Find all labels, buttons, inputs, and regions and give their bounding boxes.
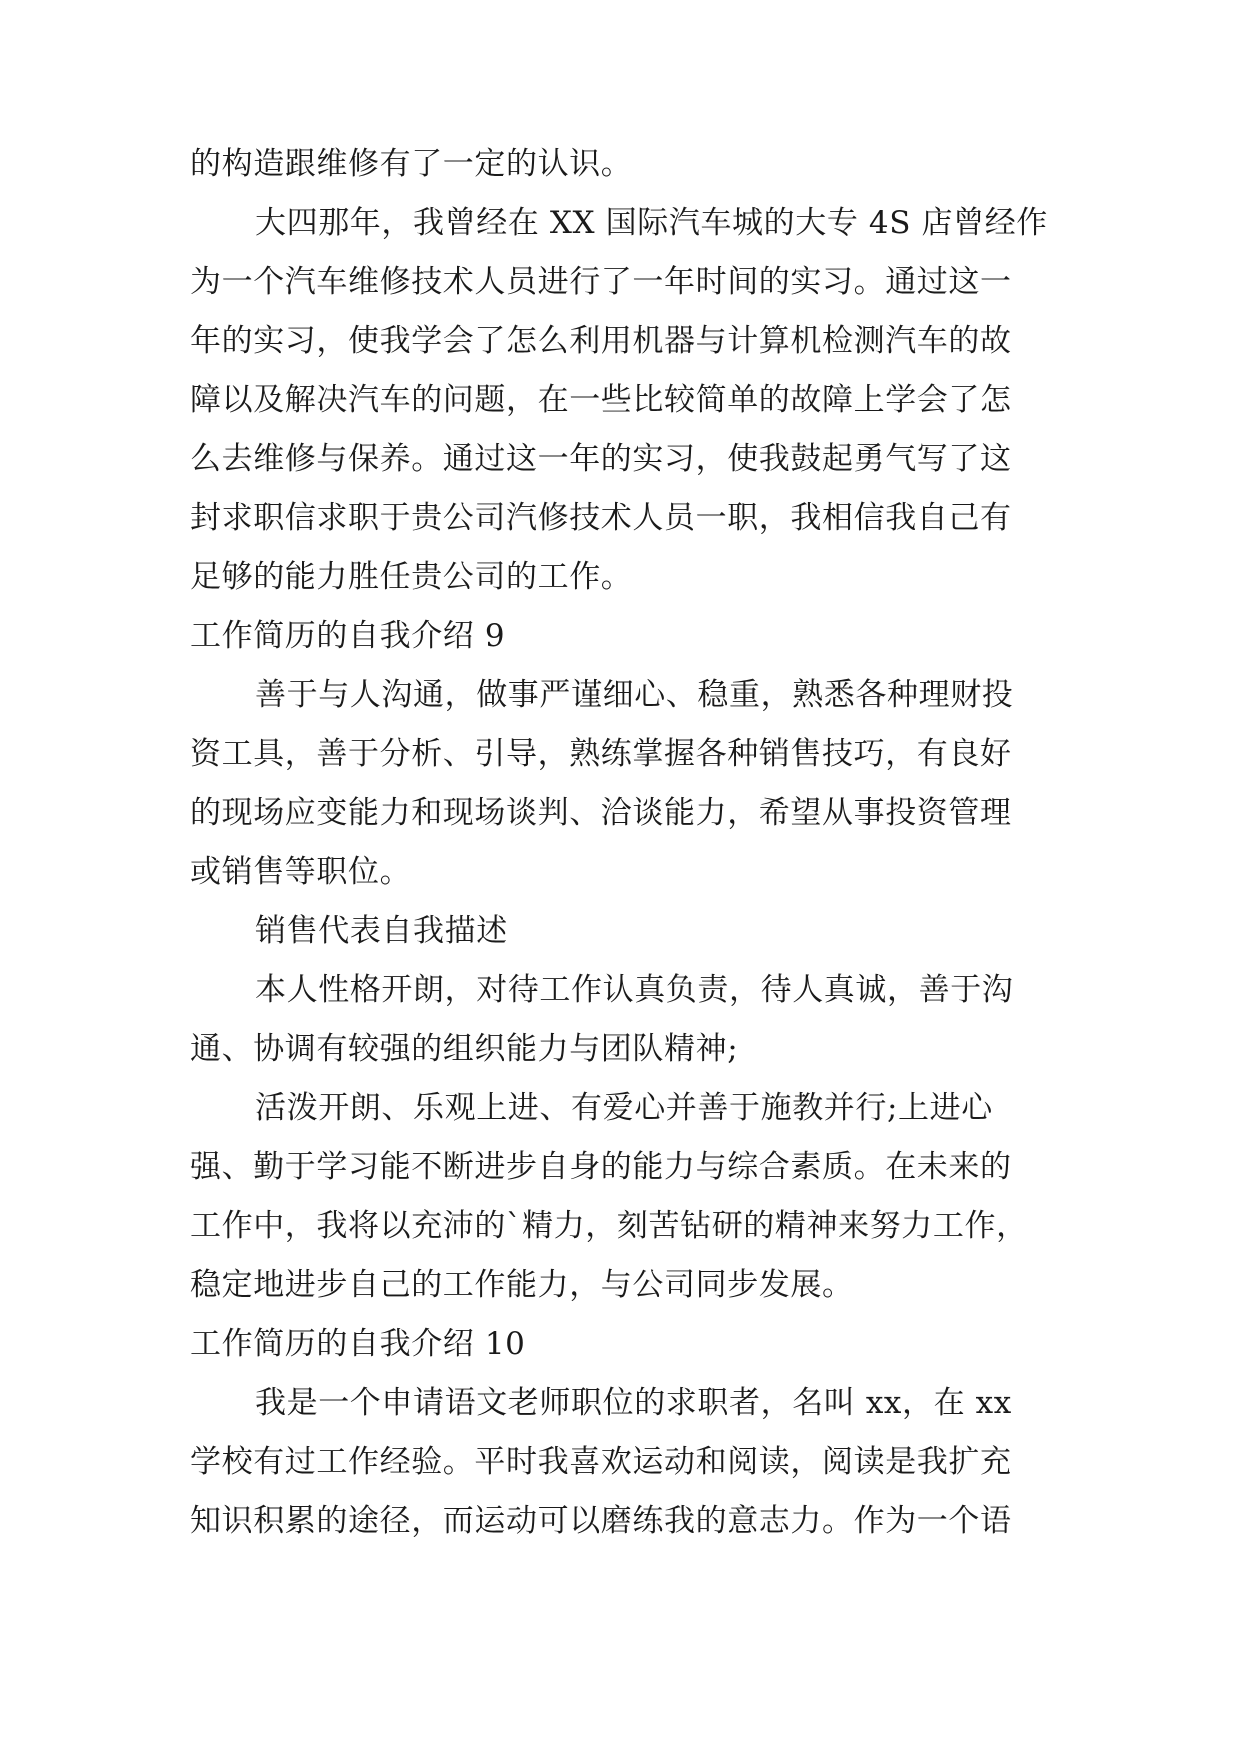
paragraph-line: 本人性格开朗，对待工作认真负责，待人真诚，善于沟 xyxy=(255,972,1014,1008)
paragraph-line: 学校有过工作经验。平时我喜欢运动和阅读，阅读是我扩充 xyxy=(190,1444,1012,1480)
paragraph-line: 年的实习，使我学会了怎么利用机器与计算机检测汽车的故 xyxy=(190,323,1012,359)
subsection-heading: 销售代表自我描述 xyxy=(255,913,508,949)
paragraph-line: 或销售等职位。 xyxy=(190,854,412,890)
paragraph-line: 强、勤于学习能不断进步自身的能力与综合素质。在未来的 xyxy=(190,1149,1012,1185)
paragraph-line: 大四那年，我曾经在 XX 国际汽车城的大专 4S 店曾经作 xyxy=(255,205,1048,241)
paragraph-line: 障以及解决汽车的问题，在一些比较简单的故障上学会了怎 xyxy=(190,382,1012,418)
section-heading: 工作简历的自我介绍 10 xyxy=(190,1326,526,1362)
paragraph-line: 足够的能力胜任贵公司的工作。 xyxy=(190,559,633,595)
paragraph-line: 通、协调有较强的组织能力与团队精神; xyxy=(190,1031,739,1067)
paragraph-line: 善于与人沟通，做事严谨细心、稳重，熟悉各种理财投 xyxy=(255,677,1014,713)
paragraph-line: 的构造跟维修有了一定的认识。 xyxy=(190,146,633,182)
paragraph-line: 为一个汽车维修技术人员进行了一年时间的实习。通过这一 xyxy=(190,264,1012,300)
paragraph-line: 稳定地进步自己的工作能力，与公司同步发展。 xyxy=(190,1267,854,1303)
paragraph-line: 的现场应变能力和现场谈判、洽谈能力，希望从事投资管理 xyxy=(190,795,1012,831)
paragraph-line: 资工具，善于分析、引导，熟练掌握各种销售技巧，有良好 xyxy=(190,736,1012,772)
paragraph-line: 工作中，我将以充沛的`精力，刻苦钻研的精神来努力工作， xyxy=(190,1208,1028,1244)
paragraph-line: 知识积累的途径，而运动可以磨练我的意志力。作为一个语 xyxy=(190,1503,1012,1539)
paragraph-line: 活泼开朗、乐观上进、有爱心并善于施教并行;上进心 xyxy=(255,1090,993,1126)
paragraph-line: 封求职信求职于贵公司汽修技术人员一职，我相信我自己有 xyxy=(190,500,1012,536)
section-heading: 工作简历的自我介绍 9 xyxy=(190,618,506,654)
paragraph-line: 我是一个申请语文老师职位的求职者，名叫 xx，在 xx xyxy=(255,1385,1012,1421)
paragraph-line: 么去维修与保养。通过这一年的实习，使我鼓起勇气写了这 xyxy=(190,441,1012,477)
